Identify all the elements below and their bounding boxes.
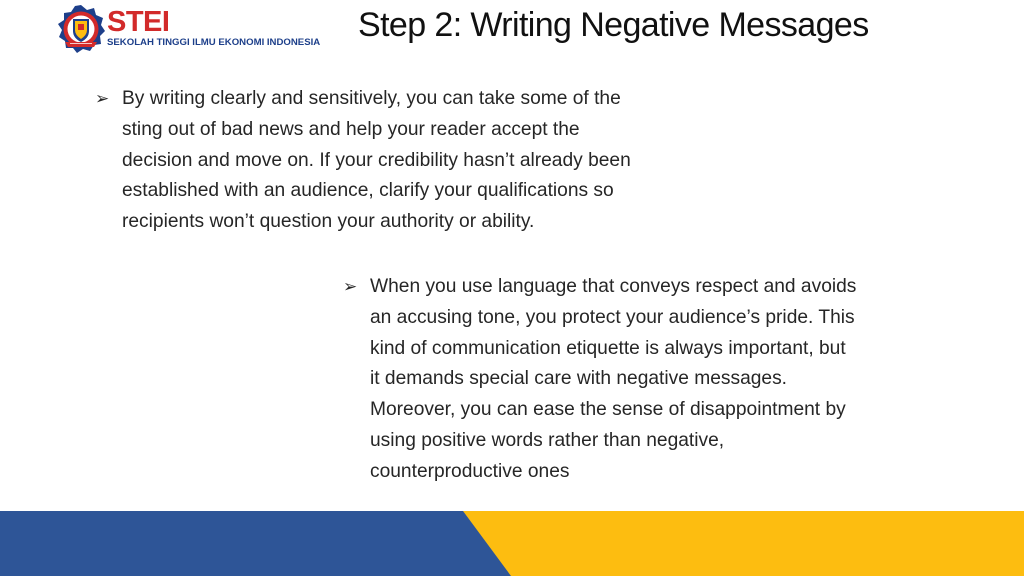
- bullet-line: By writing clearly and sensitively, you can take some of the: [122, 88, 621, 109]
- bullet-paragraph-2: [343, 272, 985, 488]
- footer-band: [0, 511, 1024, 576]
- footer-blue-band: [0, 511, 511, 576]
- logo-subtitle: SEKOLAH TINGGI ILMU EKONOMI INDONESIA: [107, 37, 321, 48]
- arrowhead-bullet-icon: ➢: [343, 277, 358, 297]
- bullet-line: an accusing tone, you protect your audience’s pride. This: [370, 306, 855, 328]
- stei-emblem-icon: [56, 4, 106, 54]
- arrowhead-bullet-icon: ➢: [95, 89, 110, 109]
- bullet-line: using positive words rather than negative,: [370, 429, 725, 451]
- page-title: Step 2: Writing Negative Messages: [358, 6, 869, 44]
- bullet-line: recipients won’t question your authority or ability.: [122, 211, 535, 233]
- bullet-line: established with an audience, clarify your qualifications so: [122, 180, 614, 202]
- bullet-line: counterproductive ones: [370, 460, 570, 482]
- bullet-line: Moreover, you can ease the sense of disappointment by: [370, 399, 846, 421]
- bullet-line: decision and move on. If your credibility hasn’t already been: [122, 149, 631, 171]
- bullet-line: kind of communication etiquette is always important, but: [370, 337, 846, 359]
- stei-logo: [56, 4, 346, 56]
- bullet-line: it demands special care with negative messages.: [370, 368, 788, 390]
- bullet-line: When you use language that conveys respect and avoids: [370, 276, 857, 297]
- bullet-paragraph-1: [95, 84, 762, 238]
- bullet-line: sting out of bad news and help your reader accept the: [122, 118, 580, 140]
- logo-name: STEI: [107, 6, 170, 38]
